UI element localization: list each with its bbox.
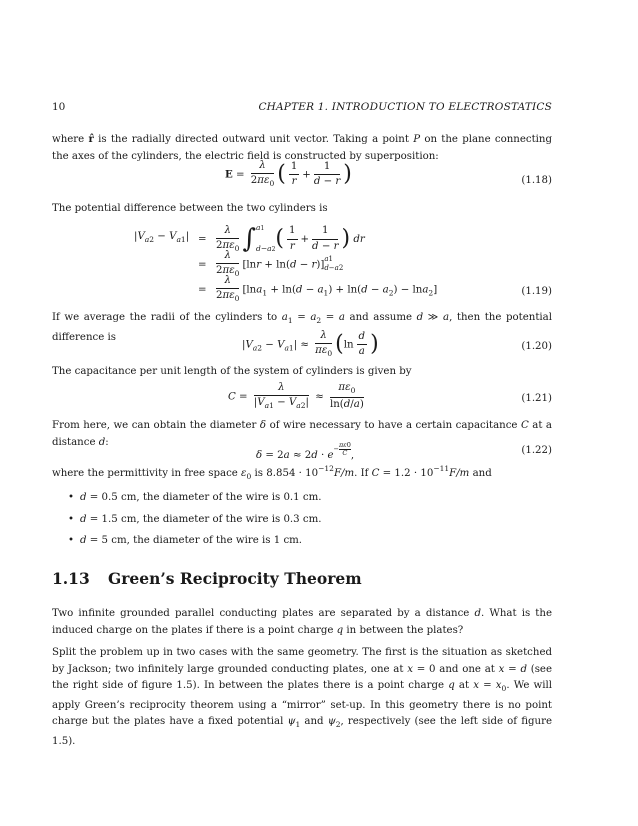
equation-1-20: $|V_{a2} - V_{a1}|$ ≈ $\frac{\lambda}{\pi\varepsilon_0}$ (ln $\frac{d}{a}$ ) [242, 330, 379, 359]
section-heading [52, 569, 362, 588]
equation-1-18: E = $\frac{\lambda}{2\pi\varepsilon_0}$ ( $\frac{1}{r}$ + $\frac{1}{d - r}$ ) [225, 160, 352, 189]
equation-1-19-line2: = $\frac{\lambda}{2\pi\varepsilon_0}$ [lnr + ln(d − r)] a1 d−a2 [198, 250, 344, 279]
chapter-title: CHAPTER 1. INTRODUCTION TO ELECTROSTATICS [258, 101, 552, 113]
paragraph-diameter: From here, we can obtain the diameter δ of wire necessary to have a certain capacitance C at a distance d: [52, 420, 552, 448]
equation-1-19-line1: = $\frac{\lambda}{2\pi\varepsilon_0}$ ∫ a1 d−a2 ( $\frac{1}{r}$ + $\frac{1}{d - r}$ ) dr [198, 223, 365, 254]
section-number: 1.13 [52, 569, 90, 588]
paragraph-capacitance: The capacitance per unit length of the system of cylinders is given by [52, 366, 412, 377]
paragraph-intro: where r̂ is the radially directed outward unit vector. Taking a point P on the plane connecting the axes of the cylinders, the electric field is constructed by superposition: [52, 133, 553, 162]
bullet-icon: • [68, 492, 75, 503]
equation-1-21: C = $\frac{\lambda}{|V_{a1} - V_{a2}|}$ ≈ $\frac{\pi\varepsilon_0}{\ln(d/a)}$ [228, 382, 364, 411]
equation-number-1-20: (1.20) [521, 341, 552, 352]
bullet-icon: • [68, 514, 75, 525]
equation-number-1-19: (1.19) [521, 286, 552, 297]
equation-1-19-line3: = $\frac{\lambda}{2\pi\varepsilon_0}$ $[\ln a_1 + \ln(d - a_1) + \ln(d - a_2) - \ln a_2]$ [198, 275, 438, 304]
equation-number-1-22: (1.22) [521, 445, 552, 456]
equation-number-1-21: (1.21) [521, 393, 552, 404]
page-number: 10 [52, 101, 66, 113]
equation-1-22: $\delta = 2a \approx 2d \cdot e^{- \frac{\pi\varepsilon 0}{C}}$ , [256, 441, 355, 461]
paragraph-approach: Split the problem up in two cases with the same geometry. The first is the situation as sketched by Jackson; two infinitely large grounded conducting plates, one at x = 0 and one at x = d (see the right side of figure 1.5). In between the plates there is a point charge q at $x = x_0$. We will apply Green’s reciprocity theorem using a “mirror” set-up. In this geometry there is no point charge but the plates have a fixed potential $\psi_1$ and $\psi_2$, respectively (see the left side of figure 1.5). [52, 647, 553, 747]
section-title: Green’s Reciprocity Theorem [108, 569, 362, 588]
paragraph-potential: The potential difference between the two cylinders is [52, 203, 328, 214]
bullet-icon: • [68, 535, 75, 546]
equation-1-19-lhs: $|V_{a2} - V_{a1}|$ [134, 231, 190, 244]
paragraph-average-radii: If we average the radii of the cylinders to $a_1 = a_2 = a$ and assume d ≫ a, then the potential difference is [52, 312, 553, 343]
paragraph-permittivity: where the permittivity in free space $\varepsilon_0$ is $8.854 \cdot 10^{-12}F/m$. If $C = 1.2 \cdot 10^{-11}F/m$ and [52, 464, 492, 481]
equation-number-1-18: (1.18) [521, 175, 552, 186]
paragraph-problem: Two infinite grounded parallel conducting plates are separated by a distance d. What is the induced charge on the plates if there is a point charge q in between the plates? [52, 608, 552, 636]
